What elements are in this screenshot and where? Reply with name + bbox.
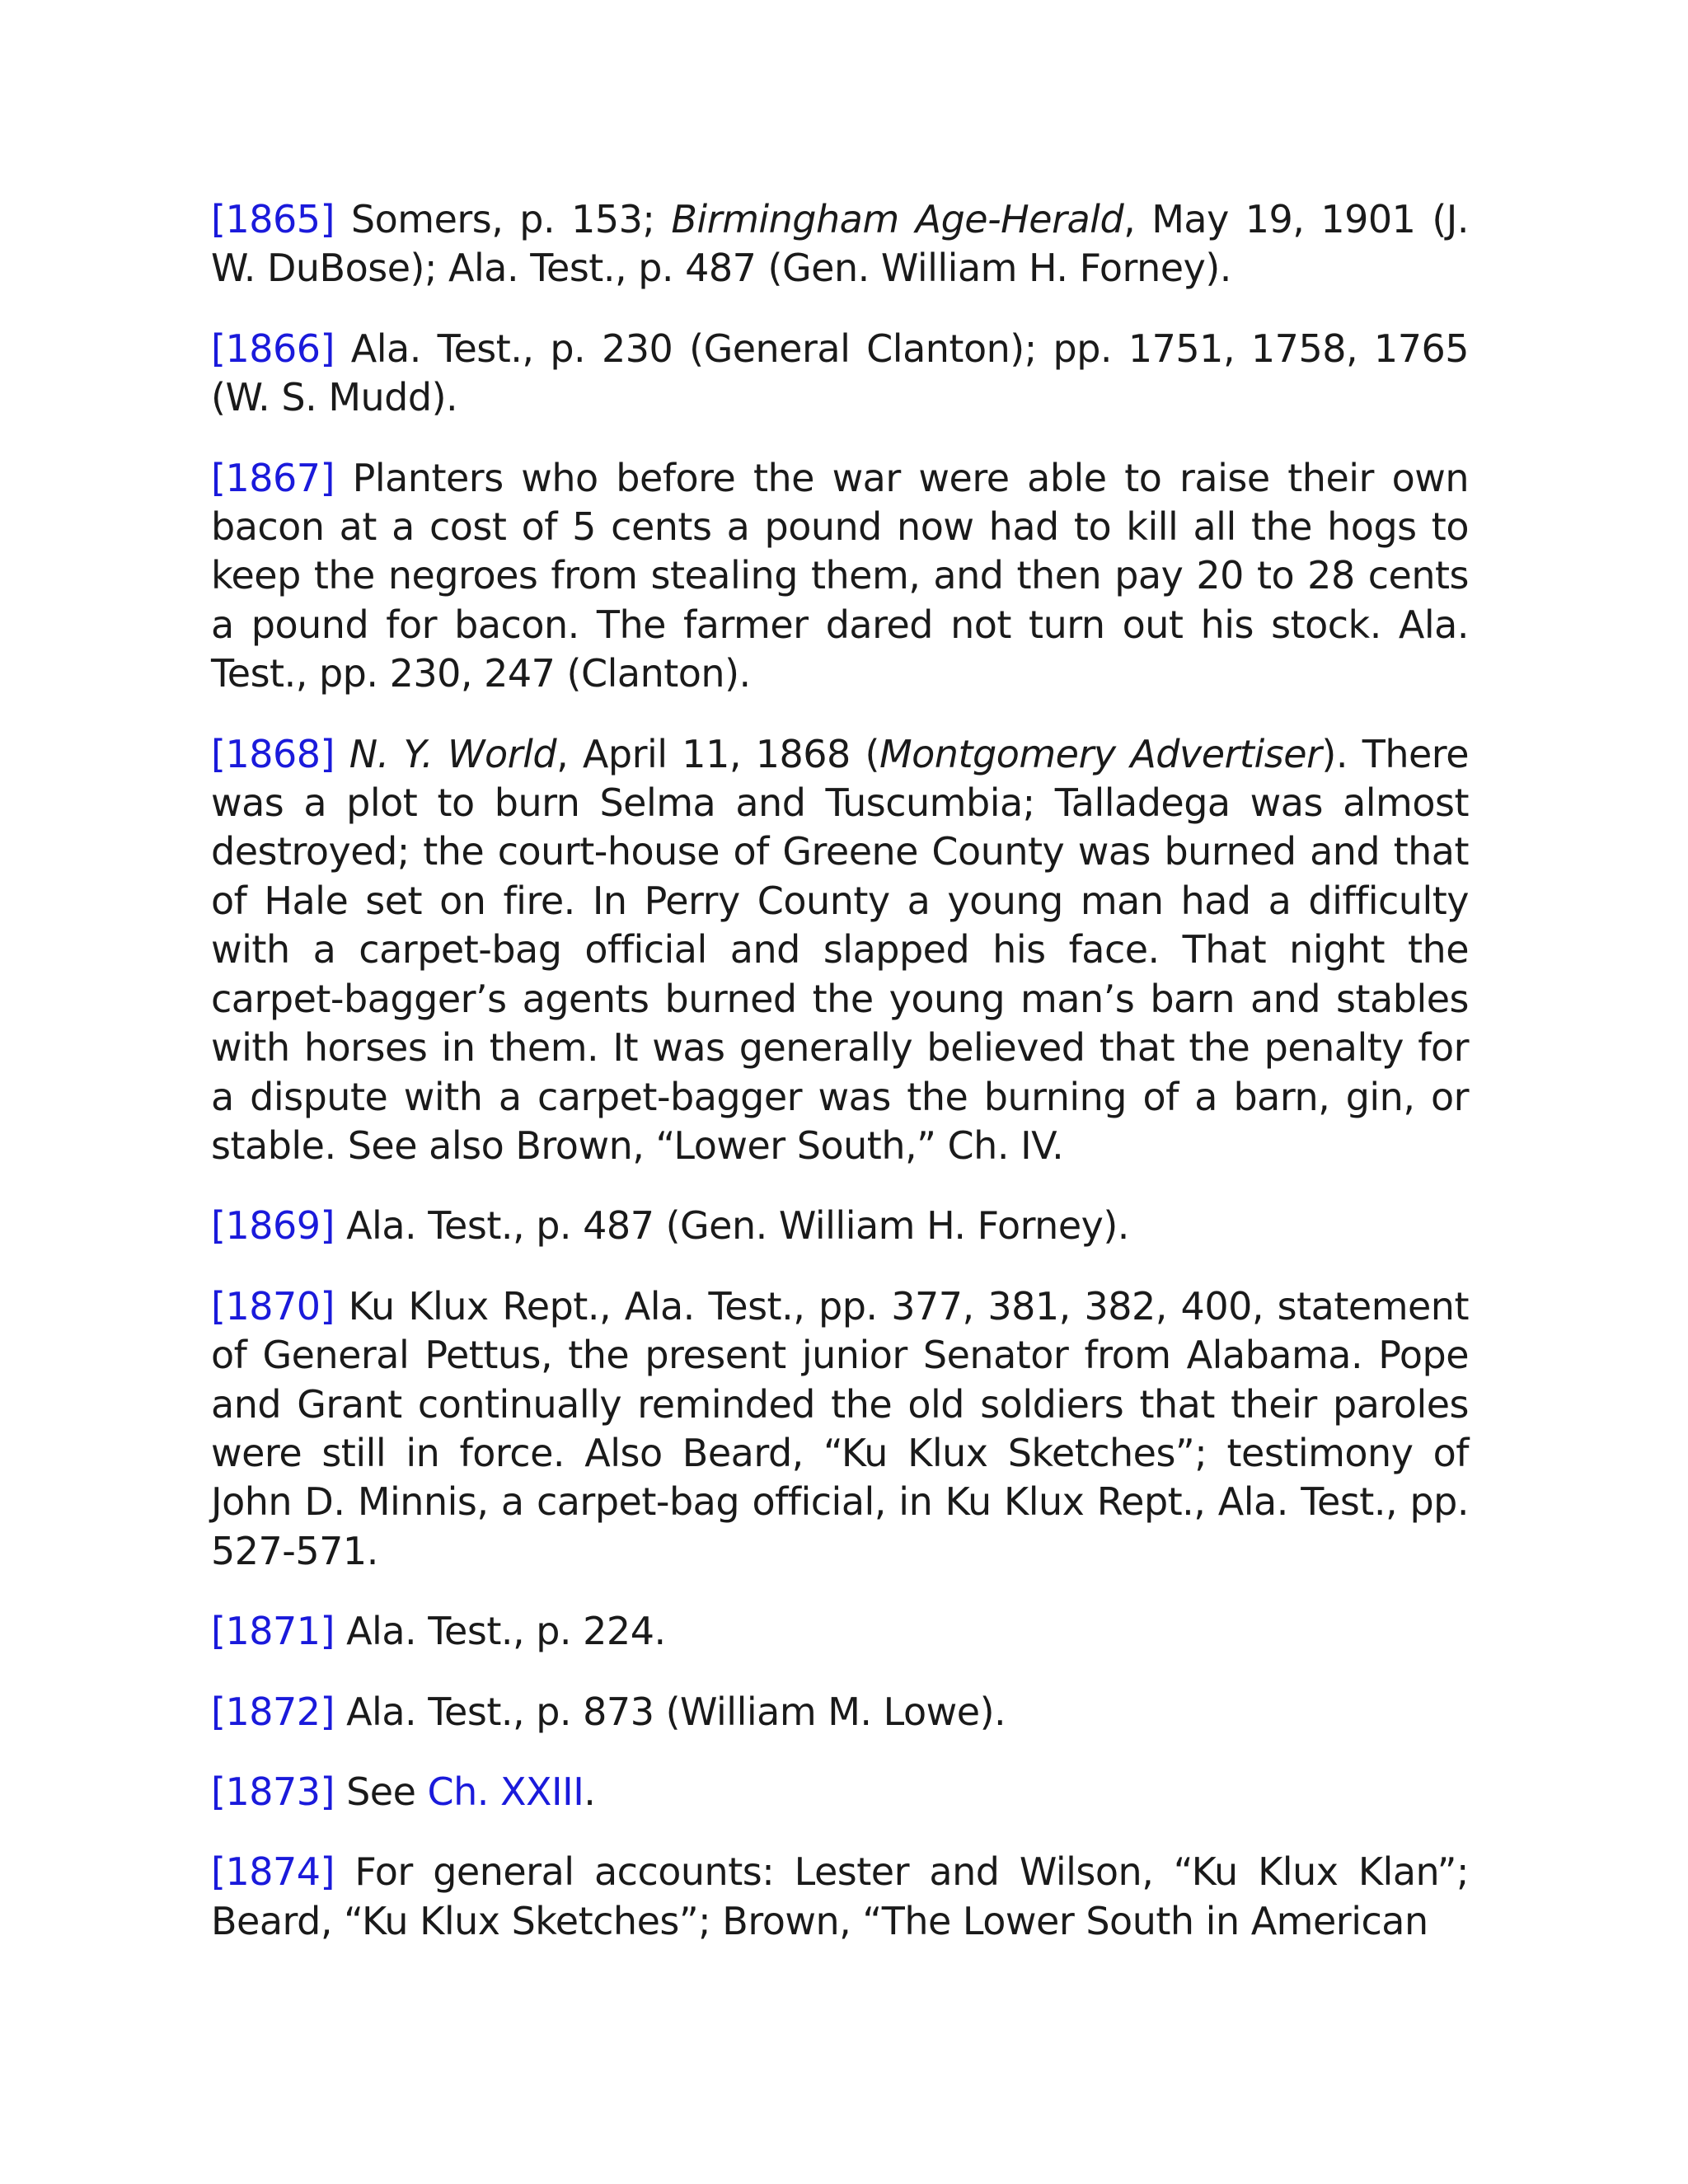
footnote-ref-1872[interactable]: [1872] bbox=[211, 1689, 335, 1734]
footnote-ref-1865[interactable]: [1865] bbox=[211, 197, 335, 241]
footnote-text bbox=[335, 732, 349, 776]
footnote-1874 bbox=[211, 1848, 1469, 1946]
footnote-1873 bbox=[211, 1768, 1469, 1816]
footnote-1867 bbox=[211, 454, 1469, 699]
publication-title: Birmingham Age-Herald bbox=[671, 197, 1124, 241]
footnote-text: Planters who before the war were able to raise their own bacon at a cost of 5 cents a pound now had to kill all the hogs to keep the negroes from stealing them, and then pay 20 to 28 cents a pound for bacon. The farmer dared not turn out his stock. Ala. Test., pp. 230, 247 (Clanton). bbox=[211, 455, 1469, 696]
footnote-text: ). There was a plot to burn Selma and Tuscumbia; Talladega was almost destroyed; the court-house of Greene County was burned and that of Hale set on fire. In Perry County a young man had a difficulty with a carpet-bag official and slapped his face. That night the carpet-bagger’s agents burned the young man’s barn and stables with horses in them. It was generally believed that the penalty for a dispute with a carpet-bagger was the burning of a barn, gin, or stable. See also Brown, “Lower South,” Ch. IV. bbox=[211, 731, 1469, 1168]
chapter-link[interactable]: Ch. XXIII bbox=[427, 1769, 584, 1814]
footnote-text: Ku Klux Rept., Ala. Test., pp. 377, 381, 382, 400, statement of General Pettus, the present junior Senator from Alabama. Pope and Grant continually reminded the old soldiers that their paroles were still in force. Also Beard, “Ku Klux Sketches”; testimony of John D. Minnis, a carpet-bag official, in Ku Klux Rept., Ala. Test., pp. 527-571. bbox=[211, 1283, 1469, 1573]
footnote-ref-1867[interactable]: [1867] bbox=[211, 455, 335, 500]
footnote-ref-1874[interactable]: [1874] bbox=[211, 1849, 335, 1895]
footnote-1869 bbox=[211, 1202, 1469, 1250]
footnote-text: Ala. Test., p. 230 (General Clanton); pp. 1751, 1758, 1765 (W. S. Mudd). bbox=[211, 326, 1469, 420]
footnote-ref-1869[interactable]: [1869] bbox=[211, 1203, 335, 1249]
footnote-1868 bbox=[211, 730, 1469, 1171]
footnote-text: Ala. Test., p. 873 (William M. Lowe). bbox=[334, 1689, 1006, 1734]
footnote-text: , May 19, 1901 (J. W. DuBose); Ala. Test., p. 487 (Gen. William H. Forney). bbox=[211, 197, 1469, 291]
footnote-1871 bbox=[211, 1607, 1469, 1656]
footnote-1870 bbox=[211, 1282, 1469, 1576]
footnote-ref-1871[interactable]: [1871] bbox=[211, 1609, 335, 1654]
footnote-text: Ala. Test., p. 487 (Gen. William H. Forney). bbox=[334, 1203, 1129, 1249]
footnote-ref-1868[interactable]: [1868] bbox=[211, 731, 335, 776]
footnote-text: Ala. Test., p. 224. bbox=[334, 1609, 666, 1654]
footnote-1872 bbox=[211, 1688, 1469, 1736]
publication-title: N. Y. World bbox=[349, 731, 557, 776]
footnote-1865 bbox=[211, 195, 1469, 293]
footnote-text: . bbox=[584, 1769, 596, 1814]
footnote-text: Somers, p. 153; bbox=[334, 197, 672, 241]
footnote-text: See bbox=[334, 1769, 428, 1814]
publication-title: Montgomery Advertiser bbox=[879, 731, 1322, 776]
footnote-ref-1866[interactable]: [1866] bbox=[211, 326, 335, 371]
footnote-1866 bbox=[211, 325, 1469, 423]
footnote-ref-1873[interactable]: [1873] bbox=[211, 1769, 335, 1814]
footnote-ref-1870[interactable]: [1870] bbox=[211, 1283, 335, 1329]
footnote-text: , April 11, 1868 ( bbox=[556, 731, 879, 776]
footnote-text: For general accounts: Lester and Wilson, “Ku Klux Klan”; Beard, “Ku Klux Sketches”; Brown, “The Lower South in American bbox=[211, 1849, 1469, 1943]
footnotes-page bbox=[211, 195, 1469, 1977]
